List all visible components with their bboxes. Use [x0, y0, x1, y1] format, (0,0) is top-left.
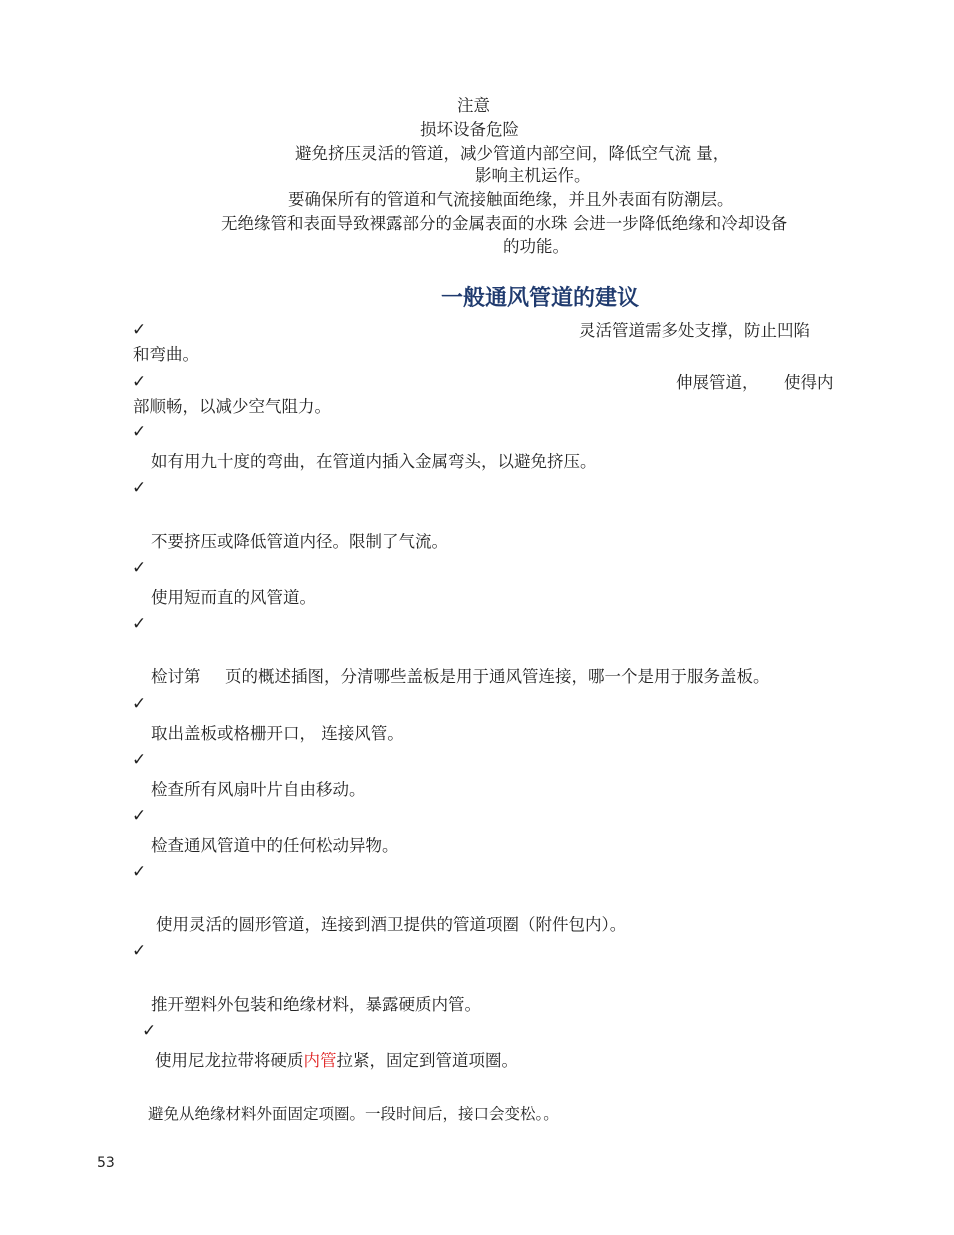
item-12-highlight: 内管 — [303, 1051, 337, 1070]
page-number: 53 — [97, 1155, 115, 1171]
check-mark-icon: ✓ — [132, 614, 147, 634]
item-7-text: 取出盖板或格栅开口， 连接风管。 — [151, 724, 404, 743]
check-mark-icon: ✓ — [132, 478, 147, 498]
item-12-text — [155, 1050, 518, 1072]
check-mark-icon: ✓ — [132, 422, 147, 442]
item-3-text: 如有用九十度的弯曲，在管道内插入金属弯头，以避免挤压。 — [151, 452, 597, 471]
item-9-text: 检查通风管道中的任何松动异物。 — [151, 836, 399, 855]
item-2-text-b: 部顺畅，以减少空气阻力。 — [133, 397, 331, 416]
item-5-text: 使用短而直的风管道。 — [151, 588, 316, 607]
check-mark-icon: ✓ — [132, 694, 147, 714]
section-title: 一般通风管道的建议 — [441, 286, 640, 311]
notice-title: 注意 — [457, 96, 490, 115]
check-mark-icon: ✓ — [132, 372, 147, 392]
item-2-text-a2: 使得内 — [784, 373, 834, 392]
notice-text-2: 影响主机运作。 — [475, 166, 591, 185]
check-mark-icon: ✓ — [132, 941, 147, 961]
notice-text-5: 的功能。 — [503, 237, 569, 256]
item-6-text-a: 检讨第 — [151, 667, 201, 686]
item-11-text: 推开塑料外包装和绝缘材料，暴露硬质内管。 — [151, 995, 481, 1014]
check-mark-icon: ✓ — [132, 806, 147, 826]
item-1-text-b: 和弯曲。 — [133, 345, 199, 364]
notice-warning: 损坏设备危险 — [420, 120, 519, 139]
item-8-text: 检查所有风扇叶片自由移动。 — [151, 780, 366, 799]
notice-text-3: 要确保所有的管道和气流接触面绝缘，并且外表面有防潮层。 — [288, 190, 734, 209]
check-mark-icon: ✓ — [132, 862, 147, 882]
item-12-text-b: 拉紧，固定到管道项圈。 — [336, 1051, 518, 1070]
item-6-text-b: 页的概述插图，分清哪些盖板是用于通风管连接，哪一个是用于服务盖板。 — [225, 667, 770, 686]
check-mark-icon: ✓ — [132, 558, 147, 578]
item-4-text: 不要挤压或降低管道内径。限制了气流。 — [151, 532, 448, 551]
item-2-text-a: 伸展管道， — [676, 373, 759, 392]
check-mark-icon: ✓ — [142, 1021, 157, 1041]
item-1-text-a: 灵活管道需多处支撑，防止凹陷 — [579, 321, 810, 340]
item-12-text-a: 使用尼龙拉带将硬质 — [155, 1051, 304, 1070]
footer-note: 避免从绝缘材料外面固定项圈。一段时间后，接口会变松。。 — [148, 1105, 559, 1123]
item-10-text: 使用灵活的圆形管道，连接到酒卫提供的管道项圈（附件包内）。 — [156, 915, 627, 934]
check-mark-icon: ✓ — [132, 320, 147, 340]
check-mark-icon: ✓ — [132, 750, 147, 770]
notice-text-1: 避免挤压灵活的管道，减少管道内部空间，降低空气流 量， — [295, 144, 730, 163]
notice-text-4: 无绝缘管和表面导致裸露部分的金属表面的水珠 会进一步降低绝缘和冷却设备 — [221, 214, 788, 233]
